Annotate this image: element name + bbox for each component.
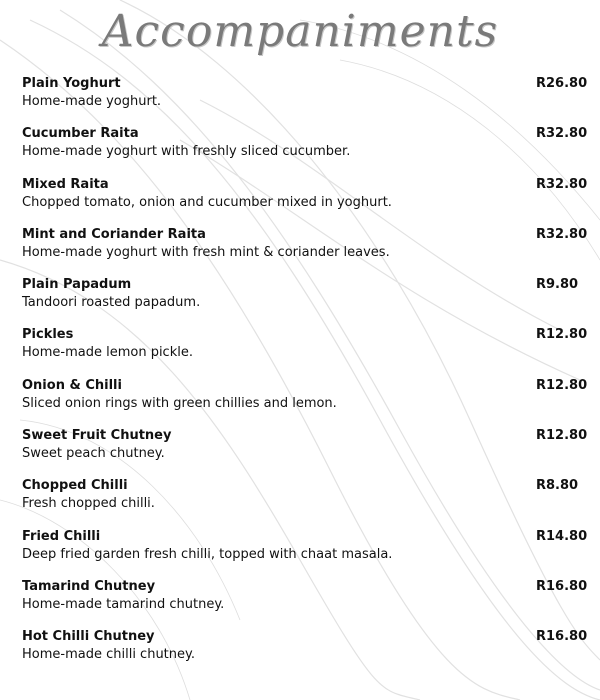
- menu-item: [22, 126, 588, 176]
- menu-item-name: Pickles: [22, 327, 74, 343]
- menu-item: [22, 176, 588, 227]
- menu-item-name: Plain Yoghurt: [22, 76, 121, 91]
- menu-item-name: Sweet Fruit Chutney: [22, 428, 172, 444]
- menu-item-name: Mixed Raita: [22, 176, 109, 192]
- menu-item: [22, 578, 588, 629]
- menu-item-description: Chopped tomato, onion and cucumber mixed in yoghurt.: [22, 194, 392, 210]
- menu-item-price: R9.80: [536, 277, 579, 293]
- menu-item-price: R32.80: [536, 176, 588, 192]
- menu-item-price: R16.80: [536, 578, 588, 594]
- menu-item: [22, 327, 588, 377]
- menu-item: [22, 629, 588, 679]
- menu-item-description: Deep fried garden fresh chilli, topped with chaat masala.: [22, 546, 393, 562]
- menu-item: [22, 478, 582, 528]
- menu-item-description: Sweet peach chutney.: [22, 446, 165, 462]
- menu-item-description: Home-made yoghurt with freshly sliced cucumber.: [22, 144, 351, 160]
- menu-item-description: Home-made tamarind chutney.: [22, 596, 225, 612]
- menu-item-name: Cucumber Raita: [22, 126, 139, 142]
- menu-item-description: Sliced onion rings with green chillies and lemon.: [22, 395, 337, 411]
- menu-item-description: Fresh chopped chilli.: [22, 496, 155, 512]
- menu-item-price: R32.80: [536, 126, 588, 142]
- menu-item-name: Onion & Chilli: [22, 377, 122, 393]
- menu-item-name: Mint and Coriander Raita: [22, 226, 206, 242]
- menu-item: [22, 226, 588, 277]
- menu-item-price: R16.80: [536, 629, 588, 645]
- menu-item: [22, 277, 582, 327]
- menu-item-description: Home-made lemon pickle.: [22, 345, 193, 361]
- menu-item-name: Chopped Chilli: [22, 478, 128, 494]
- menu-item: [22, 428, 588, 478]
- menu-item-description: Home-made chilli chutney.: [22, 647, 195, 663]
- page-title: Accompaniments: [101, 6, 499, 57]
- menu-item-price: R32.80: [536, 226, 588, 242]
- menu-item: [22, 76, 588, 126]
- menu-item: [22, 377, 588, 428]
- menu-item: [22, 528, 588, 579]
- menu-item-description: Home-made yoghurt.: [22, 94, 162, 109]
- menu-item-name: Plain Papadum: [22, 277, 132, 293]
- menu-item-name: Tamarind Chutney: [22, 578, 156, 594]
- menu-item-price: R12.80: [536, 428, 588, 444]
- menu-item-description: Tandoori roasted papadum.: [22, 295, 201, 311]
- menu-item-price: R12.80: [536, 327, 588, 343]
- menu-item-price: R26.80: [536, 76, 588, 91]
- menu-item-price: R12.80: [536, 377, 588, 393]
- menu-item-price: R14.80: [536, 528, 588, 544]
- menu-item-name: Fried Chilli: [22, 528, 101, 544]
- menu-item-price: R8.80: [536, 478, 579, 494]
- menu-item-description: Home-made yoghurt with fresh mint & coriander leaves.: [22, 244, 390, 260]
- menu-list: [22, 76, 588, 680]
- menu-item-name: Hot Chilli Chutney: [22, 629, 155, 645]
